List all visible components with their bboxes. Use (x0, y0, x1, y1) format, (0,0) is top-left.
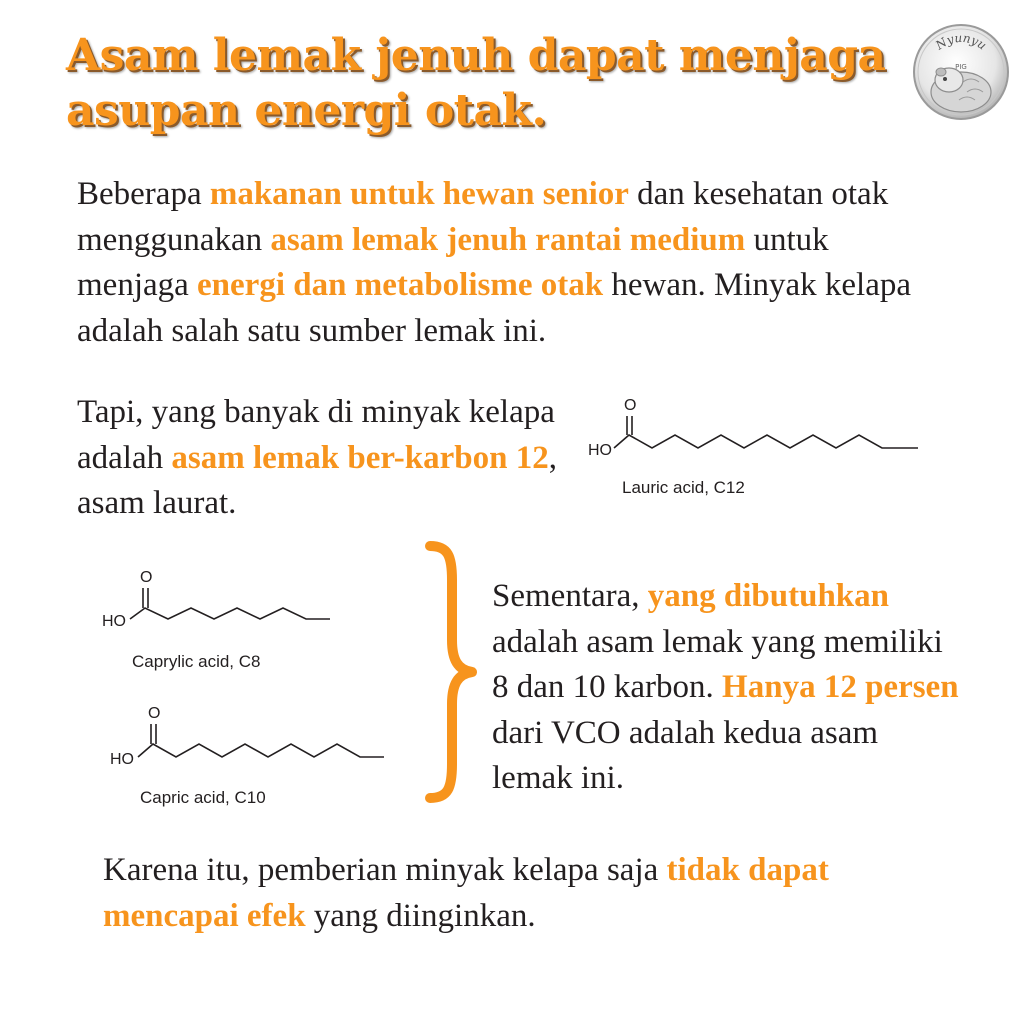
lauric-acid-structure (586, 392, 926, 502)
logo-subtext: PIG (955, 63, 967, 71)
capric-caption: Capric acid, C10 (140, 788, 266, 807)
guinea-pig-logo-icon (911, 22, 1011, 122)
carbonyl-oxygen-label: O (624, 397, 637, 414)
capric-acid-structure (108, 702, 398, 812)
lauric-caption: Lauric acid, C12 (622, 478, 745, 497)
lauric-acid-diagram (586, 392, 926, 472)
highlight-mcfa: asam lemak jenuh rantai medium (270, 221, 746, 258)
highlight-no-effect: tidak dapat mencapai efek (103, 852, 829, 934)
highlight-brain-energy: energi dan metabolisme otak (197, 267, 604, 303)
page-title: Asam lemak jenuh dapat menjaga asupan energi otak. (66, 30, 886, 136)
hydroxyl-label: HO (588, 442, 612, 459)
carbonyl-oxygen-label: O (148, 705, 161, 722)
intro-paragraph: Beberapa makanan untuk hewan senior dan kesehatan otak menggunakan asam lemak jenuh rantai medium untuk menjaga energi dan metabolisme otak hewan. Minyak kelapa adalah salah satu sumber lemak ini. (77, 176, 911, 349)
caprylic-caption: Caprylic acid, C8 (132, 652, 261, 671)
highlight-twelve-percent: Hanya 12 persen (722, 669, 959, 705)
carbonyl-oxygen-label: O (140, 569, 153, 586)
highlight-c12: asam lemak ber-karbon 12 (171, 439, 549, 476)
caprylic-acid-diagram (100, 566, 350, 636)
needed-fatty-acids-paragraph: Sementara, yang dibutuhkan adalah asam lemak yang memiliki 8 dan 10 karbon. Hanya 12 persen dari VCO adalah kedua asam lemak ini. (492, 578, 959, 796)
right-curly-brace-icon (422, 540, 478, 808)
lauric-paragraph: Tapi, yang banyak di minyak kelapa adalah asam lemak ber-karbon 12, asam laurat. (77, 394, 557, 521)
conclusion-paragraph: Karena itu, pemberian minyak kelapa saja tidak dapat mencapai efek yang diinginkan. (103, 852, 829, 934)
logo-text: Nyunyu (933, 30, 990, 53)
capric-acid-diagram (108, 702, 398, 772)
highlight-needed: yang dibutuhkan (647, 578, 890, 614)
highlight-senior-food: makanan untuk hewan senior (209, 176, 629, 212)
hydroxyl-label: HO (110, 751, 134, 768)
caprylic-acid-structure (100, 566, 350, 676)
hydroxyl-label: HO (102, 613, 126, 630)
